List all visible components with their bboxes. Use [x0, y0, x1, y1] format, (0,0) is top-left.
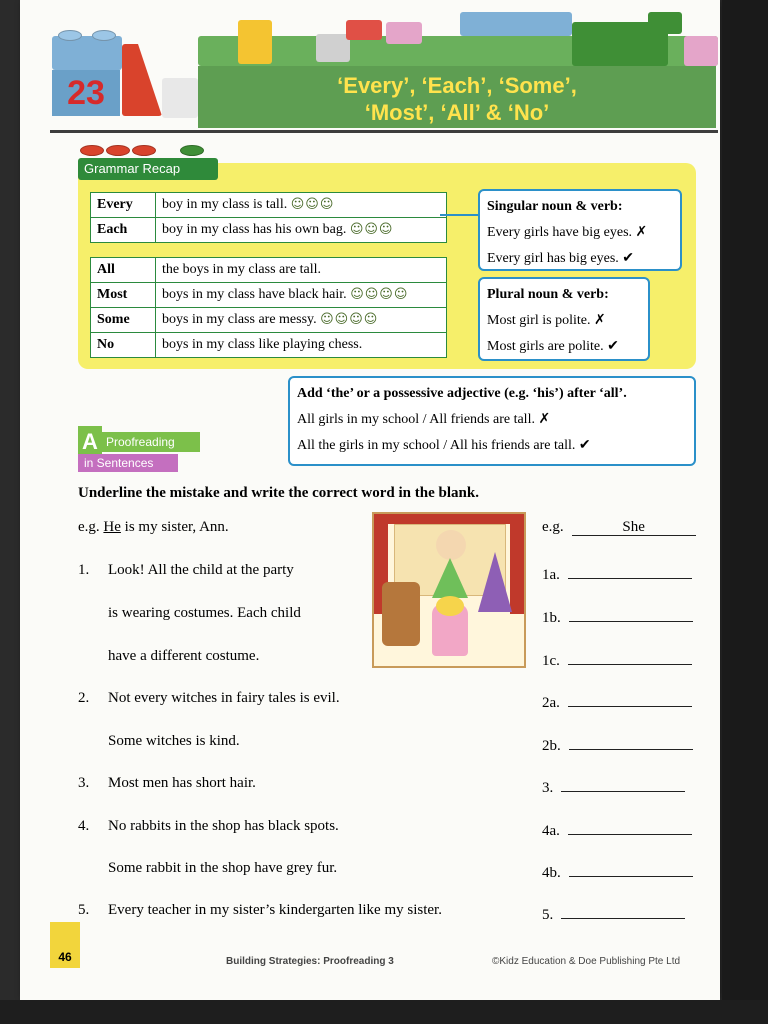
table-text: boy in my class has his own bag.: [162, 222, 347, 237]
question-text: Some rabbit in the shop have grey fur.: [108, 860, 338, 876]
answer-blank[interactable]: [568, 690, 692, 707]
table-key: Some: [91, 308, 156, 333]
all-the-note-right: All the girls in my school / All his friends are tall. ✔: [297, 438, 591, 453]
grammar-recap-tag: Grammar Recap: [78, 158, 218, 180]
costume-party-illustration: [372, 512, 526, 668]
title-line-2: ‘Most’, ‘All’ & ‘No’: [364, 100, 550, 125]
all-the-note: [288, 376, 696, 466]
answer-label: 4a.: [542, 823, 560, 839]
table-key: Every: [91, 193, 156, 218]
table-key: Most: [91, 283, 156, 308]
answer-label: 5.: [542, 907, 554, 923]
all-the-note-heading: Add ‘the’ or a possessive adjective (e.g. ‘his’) after ‘all’.: [297, 386, 627, 401]
answer-blank[interactable]: [569, 860, 693, 877]
table-row: [91, 218, 447, 243]
question-number: 4.: [78, 818, 90, 834]
unit-number: 23: [52, 70, 120, 116]
question-number: 3.: [78, 775, 90, 791]
header-divider: [50, 130, 718, 133]
answer-blank[interactable]: [569, 733, 693, 750]
page-edge-shadow: [722, 0, 768, 1024]
table-key: No: [91, 333, 156, 358]
question-text: have a different costume.: [108, 648, 260, 664]
question-text: Every teacher in my sister’s kindergarten like my sister.: [108, 902, 442, 918]
answer-label: 3.: [542, 780, 554, 796]
boys-figures-icon: ☺☺☺: [290, 197, 335, 212]
section-title: Proofreading: [102, 432, 200, 452]
boys-figures-icon: ☺☺☺☺: [350, 287, 409, 302]
question-number: 1.: [78, 562, 90, 578]
table-row: [91, 283, 447, 308]
question-text: Most men has short hair.: [108, 775, 256, 791]
singular-note-right: Every girl has big eyes. ✔: [487, 251, 635, 266]
section-subtitle: in Sentences: [78, 454, 178, 472]
answer-label: 1c.: [542, 653, 560, 669]
table-text: boys in my class have black hair.: [162, 287, 347, 302]
question-text: Look! All the child at the party: [108, 562, 294, 578]
answer-label: 1b.: [542, 610, 561, 626]
book-title: Building Strategies: Proofreading 3: [226, 956, 394, 967]
question-number: 5.: [78, 902, 90, 918]
question-text: is wearing costumes. Each child: [108, 605, 301, 621]
page-number: 46: [50, 922, 80, 968]
copyright: ©Kidz Education & Doe Publishing Pte Ltd: [492, 956, 681, 967]
recap-table-singular: [90, 192, 447, 243]
table-key: All: [91, 258, 156, 283]
question-text: No rabbits in the shop has black spots.: [108, 818, 339, 834]
singular-note-wrong: Every girls have big eyes. ✗: [487, 225, 648, 240]
table-row: [91, 333, 447, 358]
answer-blank[interactable]: [561, 902, 685, 919]
instruction: Underline the mistake and write the correct word in the blank.: [78, 485, 479, 501]
title-line-1: ‘Every’, ‘Each’, ‘Some’,: [337, 73, 577, 98]
table-text: boys in my class like playing chess.: [156, 333, 447, 358]
answer-blank[interactable]: [569, 605, 693, 622]
plural-note: [478, 277, 650, 361]
table-row: [91, 258, 447, 283]
answer-blank[interactable]: [568, 818, 692, 835]
section-letter: A: [78, 426, 102, 458]
table-text: boys in my class are messy.: [162, 312, 317, 327]
page-bottom-shadow: [0, 1000, 768, 1024]
answer-blank[interactable]: [561, 775, 685, 792]
example-mistake: He: [103, 519, 121, 535]
answer-label: 4b.: [542, 865, 561, 881]
table-text: boy in my class is tall.: [162, 197, 288, 212]
plural-note-right: Most girls are polite. ✔: [487, 339, 619, 354]
plural-note-heading: Plural noun & verb:: [487, 287, 609, 302]
table-key: Each: [91, 218, 156, 243]
singular-note: [478, 189, 682, 271]
answer-label: 1a.: [542, 567, 560, 583]
table-text: the boys in my class are tall.: [156, 258, 447, 283]
example-answer: e.g. She: [542, 519, 696, 536]
answer-blank[interactable]: [568, 562, 692, 579]
all-the-note-wrong: All girls in my school / All friends are tall. ✗: [297, 412, 551, 427]
singular-note-heading: Singular noun & verb:: [487, 199, 623, 214]
table-row: [91, 308, 447, 333]
answer-label: 2b.: [542, 738, 561, 754]
answer-blank[interactable]: [568, 648, 692, 665]
recap-table-plural: [90, 257, 447, 358]
boys-figures-icon: ☺☺☺: [349, 222, 394, 237]
page-title: [198, 66, 716, 128]
plural-note-wrong: Most girl is polite. ✗: [487, 313, 606, 328]
boys-figures-icon: ☺☺☺☺: [320, 312, 379, 327]
example-sentence: e.g. He is my sister, Ann.: [78, 519, 229, 535]
example-answer-blank: She: [572, 519, 696, 536]
question-text: Not every witches in fairy tales is evil.: [108, 690, 340, 706]
connector-line: [440, 214, 480, 216]
table-row: [91, 193, 447, 218]
question-text: Some witches is kind.: [108, 733, 240, 749]
question-number: 2.: [78, 690, 90, 706]
answer-label: 2a.: [542, 695, 560, 711]
